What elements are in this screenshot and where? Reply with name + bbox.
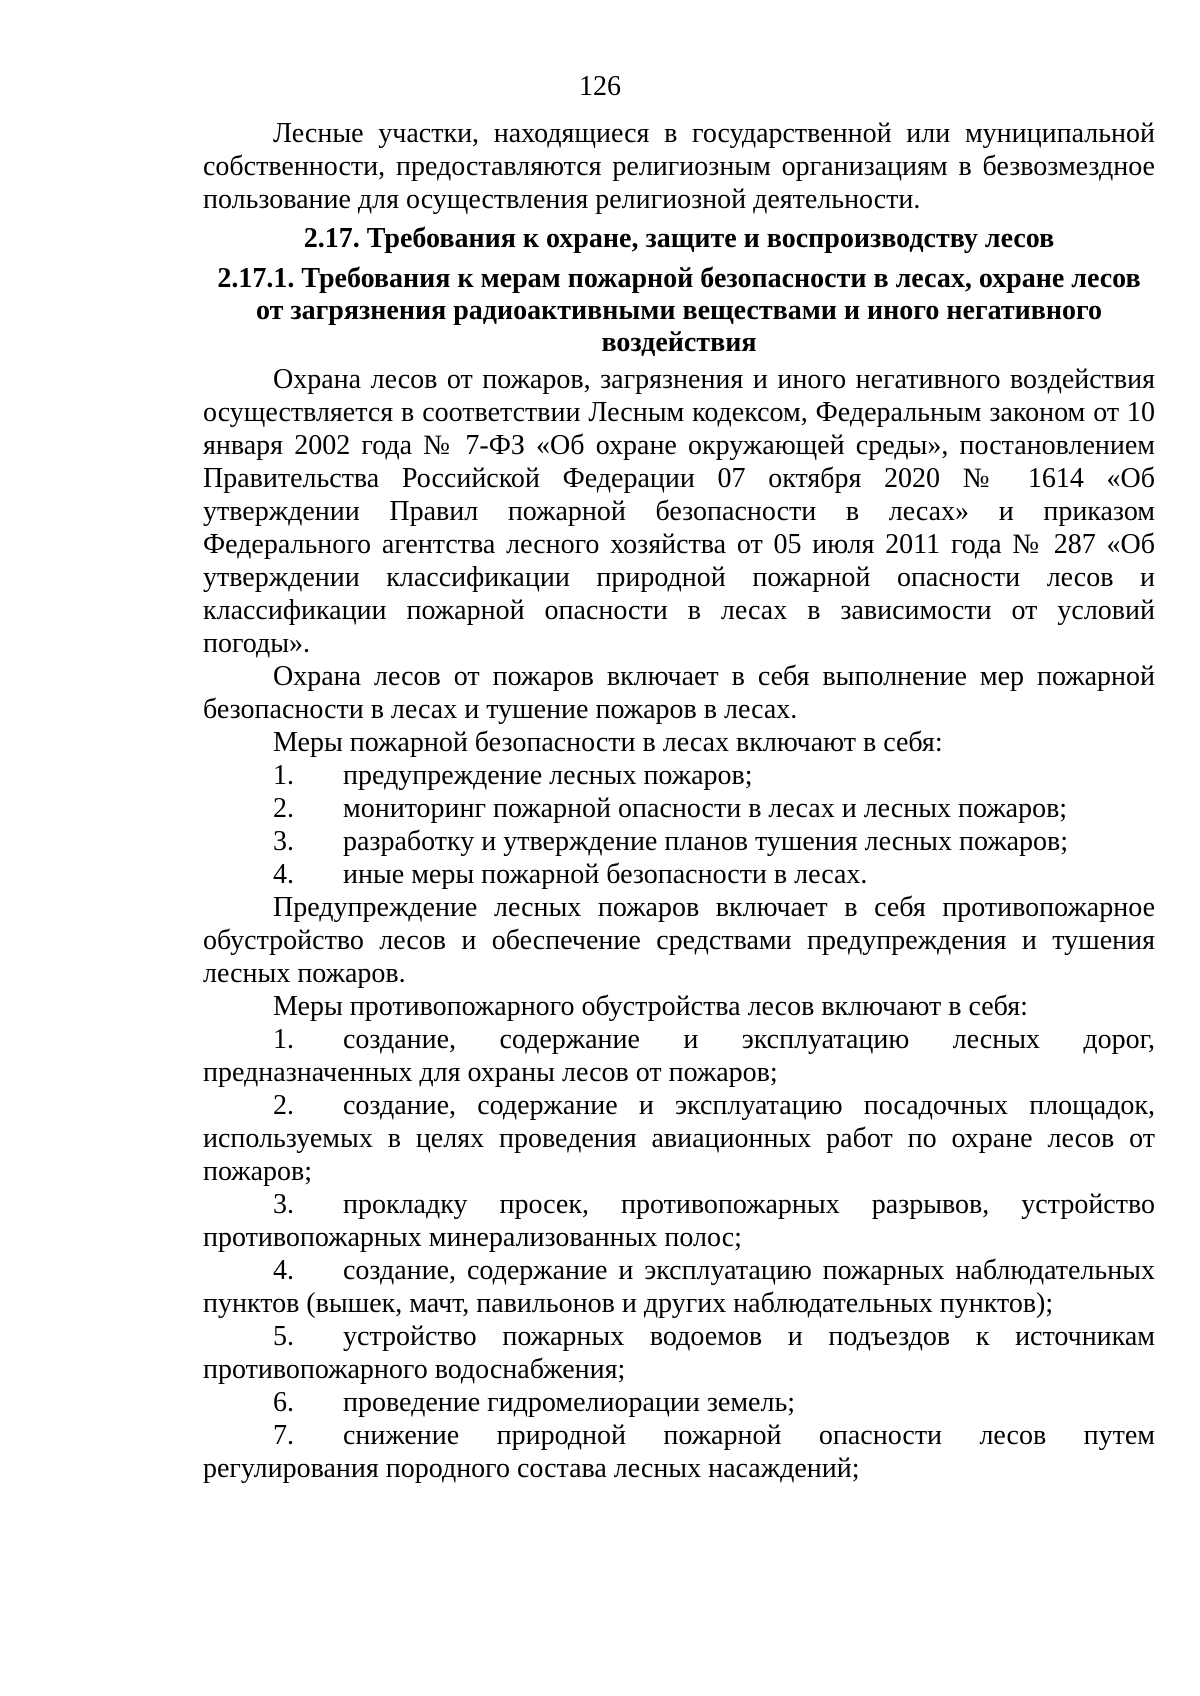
paragraph: Меры пожарной безопасности в лесах включают в себя: [273, 727, 943, 758]
list-item-text: мониторинг пожарной опасности в лесах и лесных пожаров; [343, 793, 1068, 824]
list-item [203, 1386, 1155, 1419]
list-item [203, 759, 1155, 792]
list-item-text: проведение гидромелиорации земель; [343, 1387, 795, 1418]
list-item-text: предупреждение лесных пожаров; [343, 760, 753, 791]
list-item [203, 1023, 1155, 1089]
list-item-number: 1. [273, 760, 294, 791]
list-item [203, 792, 1155, 825]
paragraph: Меры противопожарного обустройства лесов включают в себя: [273, 991, 1028, 1022]
fire-prevention-arrangement-list [203, 1023, 1155, 1485]
list-item-number: 7. [273, 1420, 294, 1451]
list-item-number: 2. [273, 1090, 294, 1121]
list-item [203, 825, 1155, 858]
list-item-text: иные меры пожарной безопасности в лесах. [343, 859, 868, 890]
list-item [203, 1254, 1155, 1320]
list-item-number: 2. [273, 793, 294, 824]
list-item-number: 6. [273, 1387, 294, 1418]
list-item-text: разработку и утверждение планов тушения лесных пожаров; [343, 826, 1069, 857]
list-item-text: устройство пожарных водоемов и подъездов к источникам противопожарного водоснабжения; [203, 1321, 1155, 1385]
list-item-number: 1. [273, 1024, 294, 1055]
list-item-number: 4. [273, 1255, 294, 1286]
subsection-heading: 2.17.1. Требования к мерам пожарной безопасности в лесах, охране лесов от загрязнения радиоактивными веществами и иного негативного воздействия [217, 263, 1141, 358]
paragraph: Предупреждение лесных пожаров включает в себя противопожарное обустройство лесов и обеспечение средствами предупреждения и тушения лесных пожаров. [203, 892, 1155, 989]
list-item [203, 1320, 1155, 1386]
page-number: 126 [579, 71, 621, 102]
intro-paragraph: Лесные участки, находящиеся в государственной или муниципальной собственности, предоставляются религиозным организациям в безвозмездное пользование для осуществления религиозной деятельности. [203, 118, 1155, 215]
list-item [203, 1419, 1155, 1485]
list-item-number: 3. [273, 826, 294, 857]
list-item-text: создание, содержание и эксплуатацию лесных дорог, предназначенных для охраны лесов от пожаров; [203, 1024, 1155, 1088]
list-item-text: прокладку просек, противопожарных разрывов, устройство противопожарных минерализованных полос; [203, 1189, 1155, 1253]
fire-safety-measures-list [203, 759, 1155, 891]
list-item [203, 858, 1155, 891]
list-item-text: снижение природной пожарной опасности лесов путем регулирования породного состава лесных насаждений; [203, 1420, 1155, 1484]
list-item-number: 4. [273, 859, 294, 890]
section-heading: 2.17. Требования к охране, защите и воспроизводству лесов [303, 223, 1055, 254]
paragraph: Охрана лесов от пожаров включает в себя выполнение мер пожарной безопасности в лесах и тушение пожаров в лесах. [203, 661, 1155, 725]
list-item-number: 5. [273, 1321, 294, 1352]
list-item [203, 1089, 1155, 1188]
document-body [203, 117, 1155, 1485]
list-item [203, 1188, 1155, 1254]
list-item-text: создание, содержание и эксплуатацию посадочных площадок, используемых в целях проведения авиационных работ по охране лесов от пожаров; [203, 1090, 1155, 1187]
paragraph: Охрана лесов от пожаров, загрязнения и иного негативного воздействия осуществляется в соответствии Лесным кодексом, Федеральным законом от 10 января 2002 года № 7-ФЗ «Об охране окружающей среды», постановлением Правительства Российской Федерации 07 октября 2020 № 1614 «Об утверждении Правил пожарной безопасности в лесах» и приказом Федерального агентства лесного хозяйства от 05 июля 2011 года № 287 «Об утверждении классификации природной пожарной опасности лесов и классификации пожарной опасности в лесах в зависимости от условий погоды». [203, 364, 1155, 659]
list-item-text: создание, содержание и эксплуатацию пожарных наблюдательных пунктов (вышек, мачт, павильонов и других наблюдательных пунктов); [203, 1255, 1155, 1319]
list-item-number: 3. [273, 1189, 294, 1220]
